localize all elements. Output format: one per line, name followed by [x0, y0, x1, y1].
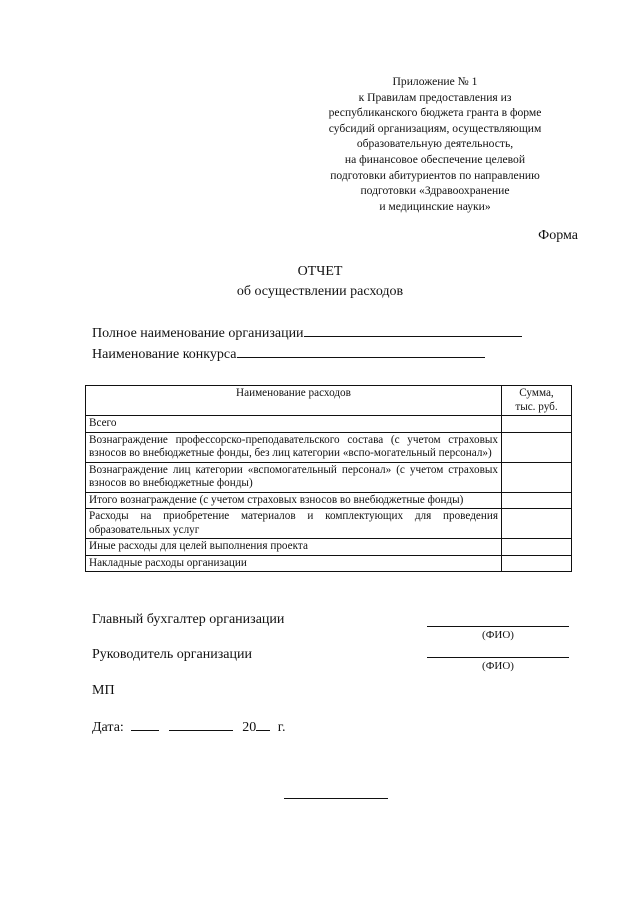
- director-signature-line[interactable]: [427, 643, 569, 658]
- header-sum-unit: тыс. руб.: [515, 400, 558, 413]
- stamp-label: МП: [92, 683, 115, 698]
- sum-cell[interactable]: [502, 492, 572, 509]
- org-name-field[interactable]: [304, 322, 522, 337]
- expense-item-overhead: Накладные расходы организации: [86, 555, 502, 572]
- expense-item-materials: Расходы на приобретение материалов и комплектующих для проведения образовательных услуг: [86, 509, 502, 539]
- report-title: [0, 262, 640, 302]
- date-row: [92, 716, 285, 736]
- date-day-field[interactable]: [131, 716, 159, 731]
- header-sum: [502, 386, 572, 416]
- contest-name-field[interactable]: [237, 343, 485, 358]
- expense-item-support-staff: Вознаграждение лиц категории «вспомогательный персонал» (с учетом страховых взносов во внебюджетные фонды): [86, 462, 502, 492]
- table-row: [86, 416, 572, 433]
- appendix-line: субсидий организациям, осуществляющим: [328, 121, 542, 135]
- sum-cell[interactable]: [502, 432, 572, 462]
- report-title-main: ОТЧЕТ: [297, 264, 343, 279]
- header-expense-name: Наименование расходов: [86, 386, 502, 416]
- form-label: Форма: [538, 228, 578, 243]
- date-year-prefix: 20: [242, 720, 257, 735]
- date-label: Дата:: [92, 720, 124, 735]
- accountant-label: Главный бухгалтер организации: [92, 612, 285, 627]
- sum-cell[interactable]: [502, 416, 572, 433]
- header-sum-line: Сумма,: [519, 387, 554, 399]
- org-name-label: Полное наименование организации: [92, 326, 304, 341]
- appendix-line: подготовки «Здравоохранение: [360, 184, 510, 198]
- expenses-table: [85, 385, 572, 572]
- appendix-line: к Правилам предоставления из: [358, 90, 512, 104]
- director-label: Руководитель организации: [92, 647, 252, 662]
- appendix-block: [300, 74, 570, 214]
- appendix-line: республиканского бюджета гранта в форме: [328, 106, 542, 120]
- table-row: [86, 539, 572, 556]
- table-row: [86, 462, 572, 492]
- date-year-suffix: г.: [277, 720, 286, 735]
- sum-cell[interactable]: [502, 462, 572, 492]
- expense-item-total-remuneration: Итого вознаграждение (с учетом страховых взносов во внебюджетные фонды): [86, 492, 502, 509]
- appendix-line: и медицинские науки»: [379, 199, 491, 213]
- sum-cell[interactable]: [502, 509, 572, 539]
- org-fields: [92, 322, 522, 364]
- table-header-row: [86, 386, 572, 416]
- expense-item-other: Иные расходы для целей выполнения проекта: [86, 539, 502, 556]
- table-row: [86, 432, 572, 462]
- sum-cell[interactable]: [502, 539, 572, 556]
- director-fio-hint: (ФИО): [482, 660, 514, 672]
- appendix-line: Приложение № 1: [392, 75, 478, 88]
- table-row: [86, 492, 572, 509]
- table-row: [86, 555, 572, 572]
- appendix-line: образовательную деятельность,: [356, 137, 514, 151]
- accountant-signature-line[interactable]: [427, 612, 569, 627]
- date-year-field[interactable]: [256, 716, 270, 731]
- appendix-line: на финансовое обеспечение целевой: [344, 152, 526, 166]
- accountant-fio-hint: (ФИО): [482, 629, 514, 641]
- appendix-line: подготовки абитуриентов по направлению: [330, 168, 540, 182]
- contest-name-row: [92, 343, 522, 364]
- org-name-row: [92, 322, 522, 343]
- expense-item-teaching-staff: Вознаграждение профессорско-преподавательского состава (с учетом страховых взносов во внебюджетные фонды, без лиц категории «вспо-могательный персонал»): [86, 432, 502, 462]
- report-title-subtitle: об осуществлении расходов: [236, 284, 404, 299]
- expense-item-total: Всего: [86, 416, 502, 433]
- date-month-field[interactable]: [169, 716, 233, 731]
- contest-name-label: Наименование конкурса: [92, 347, 237, 362]
- bottom-rule: [284, 798, 388, 799]
- sum-cell[interactable]: [502, 555, 572, 572]
- table-row: [86, 509, 572, 539]
